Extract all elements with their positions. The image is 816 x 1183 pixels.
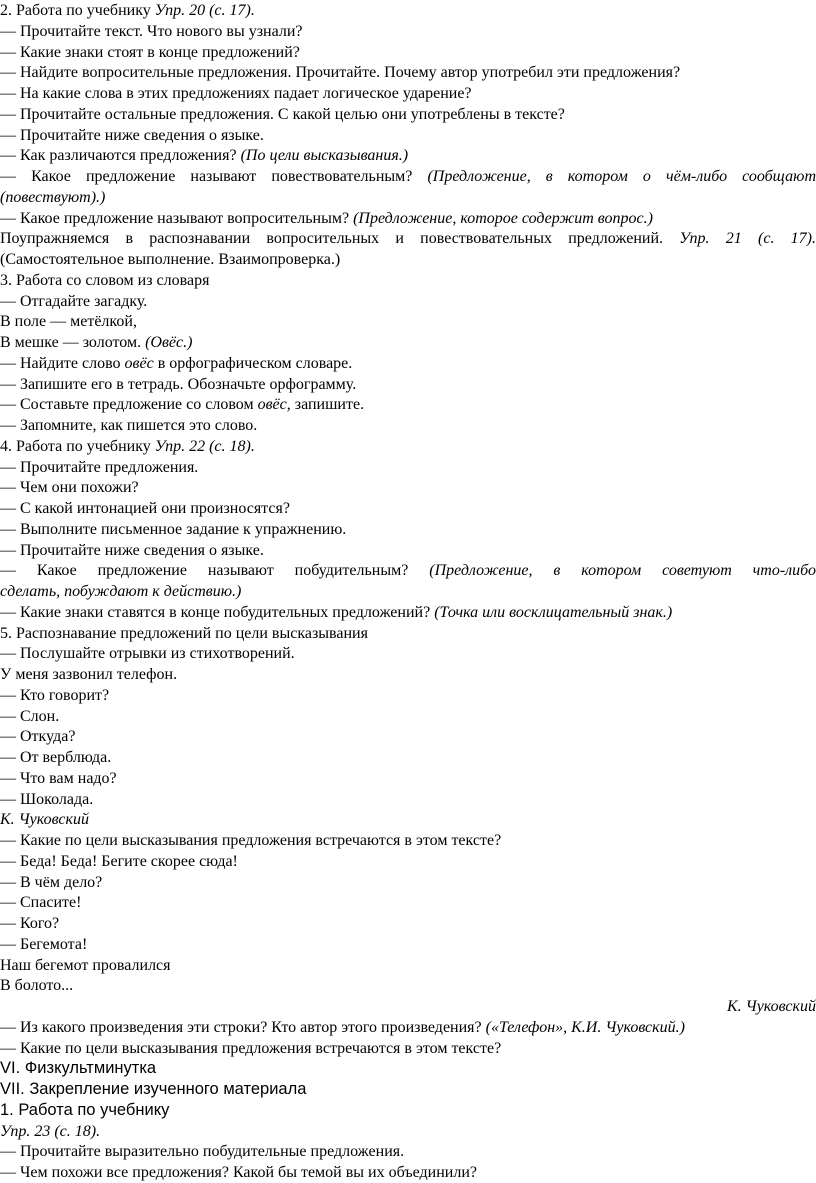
- text-line: [0, 83, 816, 104]
- line-text: — Слон.: [0, 707, 60, 725]
- text-line: [0, 249, 816, 270]
- line-text: — Какие знаки стоят в конце предложений?: [0, 43, 300, 61]
- line-text: — Запишите его в тетрадь. Обозначьте орфограмму.: [0, 375, 357, 393]
- line-text: — Составьте предложение со словом: [0, 396, 258, 414]
- italic-text: Упр. 22 (с. 18).: [154, 437, 255, 455]
- text-line: [0, 1058, 816, 1079]
- text-line: [0, 42, 816, 63]
- text-line: [0, 477, 816, 498]
- text-line: [0, 519, 816, 540]
- text-line: [0, 332, 816, 353]
- text-line: [0, 560, 816, 581]
- italic-text: К. Чуковский: [0, 811, 89, 829]
- text-line: [0, 726, 816, 747]
- line-text: — Прочитайте текст. Что нового вы узнали?: [0, 22, 303, 40]
- line-text: — Какое предложение называют повествовательным?: [0, 168, 428, 185]
- text-line: [0, 415, 816, 436]
- line-text: — Найдите слово: [0, 354, 125, 372]
- italic-text: сделать, побуждают к действию.): [0, 583, 242, 600]
- line-text: — Бегемота!: [0, 935, 88, 953]
- line-text: запишите.: [290, 396, 365, 414]
- text-line: [0, 685, 816, 706]
- text-line: [0, 706, 816, 727]
- line-text: — Какое предложение называют вопросительным?: [0, 209, 354, 227]
- text-line: [0, 374, 816, 395]
- italic-text: Упр. 21 (с. 17).: [679, 230, 816, 248]
- italic-text: овёс: [124, 354, 154, 372]
- italic-text: (Предложение, которое содержит вопрос.): [353, 209, 653, 227]
- text-line: [0, 145, 816, 166]
- text-line: [0, 21, 816, 42]
- line-text: — Послушайте отрывки из стихотворений.: [0, 645, 295, 663]
- line-text: — Прочитайте предложения.: [0, 458, 199, 476]
- text-line: [0, 830, 816, 851]
- text-line: [0, 1079, 816, 1100]
- line-text: — Откуда?: [0, 728, 76, 746]
- line-text: VI. Физкультминутка: [0, 1059, 157, 1078]
- line-text: — Спасите!: [0, 894, 82, 912]
- line-text: — Запомните, как пишется это слово.: [0, 417, 258, 434]
- text-line: [0, 996, 816, 1017]
- line-text: В поле — метёлкой,: [0, 313, 137, 331]
- line-text: — От верблюда.: [0, 749, 112, 766]
- text-line: [0, 1100, 816, 1121]
- line-text: У меня зазвонил телефон.: [0, 666, 178, 683]
- text-line: [0, 789, 816, 810]
- italic-text: (Точка или восклицательный знак.): [434, 603, 673, 621]
- text-line: [0, 851, 816, 872]
- line-text: В болото...: [0, 977, 74, 995]
- line-text: — Найдите вопросительные предложения. Прочитайте. Почему автор употребил эти предложения?: [0, 64, 681, 82]
- line-text: — Шоколада.: [0, 790, 94, 808]
- line-text: 2. Работа по учебнику: [0, 2, 155, 19]
- text-line: [0, 394, 816, 415]
- text-line: [0, 457, 816, 478]
- text-line: [0, 187, 816, 208]
- line-text: (Самостоятельное выполнение. Взаимопроверка.): [0, 251, 341, 268]
- text-line: [0, 664, 816, 685]
- line-text: Поупражняемся в распознавании вопросительных и повествовательных предложений.: [0, 230, 680, 248]
- line-text: — Отгадайте загадку.: [0, 292, 148, 310]
- text-line: [0, 270, 816, 291]
- line-text: — Кто говорит?: [0, 686, 110, 704]
- line-text: — Какие по цели высказывания предложения встречаются в этом тексте?: [0, 832, 502, 849]
- text-line: [0, 291, 816, 312]
- text-line: [0, 62, 816, 83]
- line-text: VII. Закрепление изученного материала: [0, 1080, 307, 1098]
- text-line: [0, 643, 816, 664]
- line-text: — Какие знаки ставятся в конце побудительных предложений?: [0, 603, 435, 621]
- text-line: [0, 581, 816, 602]
- line-text: — Прочитайте ниже сведения о языке.: [0, 126, 264, 144]
- text-line: [0, 228, 816, 249]
- text-line: [0, 436, 816, 457]
- line-text: в орфографическом словаре.: [153, 354, 353, 372]
- line-text: — Прочитайте выразительно побудительные предложения.: [0, 1143, 405, 1161]
- text-line: [0, 934, 816, 955]
- text-line: [0, 1162, 816, 1183]
- line-text: — Какие по цели высказывания предложения встречаются в этом тексте?: [0, 1039, 502, 1057]
- text-line: [0, 768, 816, 789]
- text-line: [0, 104, 816, 125]
- line-text: 4. Работа по учебнику: [0, 437, 155, 455]
- text-line: [0, 166, 816, 187]
- line-text: — Прочитайте ниже сведения о языке.: [0, 541, 264, 559]
- text-line: [0, 892, 816, 913]
- text-line: [0, 540, 816, 561]
- line-text: Наш бегемот провалился: [0, 956, 171, 974]
- italic-text: (Предложение, в котором советуют что-либо: [429, 562, 816, 580]
- italic-text: К. Чуковский: [727, 998, 816, 1015]
- line-text: 5. Распознавание предложений по цели высказывания: [0, 624, 368, 642]
- text-line: [0, 809, 816, 830]
- text-line: [0, 311, 816, 332]
- line-text: В мешке — золотом.: [0, 334, 146, 351]
- line-text: 3. Работа со словом из словаря: [0, 271, 210, 289]
- text-line: [0, 1017, 816, 1038]
- line-text: — Беда! Беда! Бегите скорее сюда!: [0, 852, 238, 870]
- line-text: 1. Работа по учебнику: [0, 1100, 170, 1119]
- line-text: — Кого?: [0, 915, 60, 932]
- italic-text: (По цели высказывания.): [240, 147, 409, 165]
- text-line: [0, 1038, 816, 1059]
- line-text: — В чём дело?: [0, 873, 103, 891]
- text-line: [0, 1141, 816, 1162]
- line-text: — Из какого произведения эти строки? Кто автор этого произведения?: [0, 1018, 486, 1036]
- text-line: [0, 602, 816, 623]
- line-text: — Прочитайте остальные предложения. С какой целью они употреблены в тексте?: [0, 105, 565, 123]
- italic-text: (повествуют).): [0, 188, 106, 206]
- line-text: — Чем похожи все предложения? Какой бы темой вы их объединили?: [0, 1164, 477, 1181]
- line-text: — С какой интонацией они произносятся?: [0, 500, 290, 517]
- line-text: — Что вам надо?: [0, 769, 117, 787]
- italic-text: («Телефон», К.И. Чуковский.): [485, 1018, 685, 1036]
- text-line: [0, 623, 816, 644]
- text-line: [0, 125, 816, 146]
- text-line: [0, 208, 816, 229]
- text-line: [0, 955, 816, 976]
- text-line: [0, 872, 816, 893]
- text-line: [0, 913, 816, 934]
- text-line: [0, 975, 816, 996]
- italic-text: Упр. 20 (с. 17).: [154, 2, 255, 19]
- line-text: — Чем они похожи?: [0, 479, 139, 497]
- italic-text: Упр. 23 (с. 18).: [0, 1122, 101, 1140]
- italic-text: овёс,: [257, 396, 291, 414]
- italic-text: (Овёс.): [145, 334, 193, 351]
- text-line: [0, 0, 816, 21]
- text-line: [0, 353, 816, 374]
- text-line: [0, 1121, 816, 1142]
- line-text: — На какие слова в этих предложениях падает логическое ударение?: [0, 85, 472, 102]
- text-line: [0, 498, 816, 519]
- line-text: — Как различаются предложения?: [0, 147, 241, 165]
- line-text: — Выполните письменное задание к упражнению.: [0, 520, 347, 538]
- text-line: [0, 747, 816, 768]
- line-text: — Какое предложение называют побудительным?: [0, 562, 430, 580]
- italic-text: (Предложение, в котором о чём-либо сообщают: [427, 168, 816, 185]
